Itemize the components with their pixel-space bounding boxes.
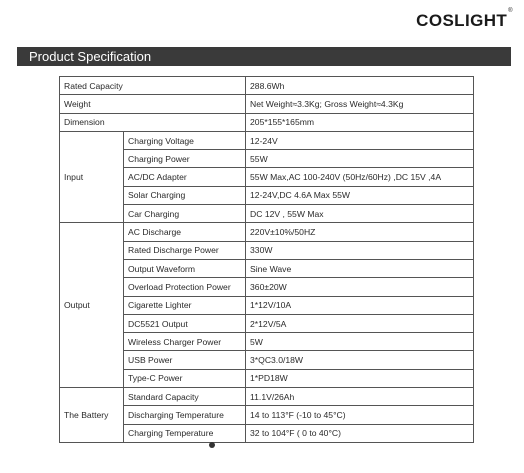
spec-label: Output Waveform bbox=[124, 259, 246, 277]
spec-value: 330W bbox=[246, 241, 474, 259]
spec-value: 2*12V/5A bbox=[246, 314, 474, 332]
spec-value: 11.1V/26Ah bbox=[246, 388, 474, 406]
spec-label: Charging Power bbox=[124, 150, 246, 168]
group-label-input: Input bbox=[60, 131, 124, 222]
spec-label: USB Power bbox=[124, 351, 246, 369]
spec-label: Cigarette Lighter bbox=[124, 296, 246, 314]
spec-label: Standard Capacity bbox=[124, 388, 246, 406]
spec-label: AC/DC Adapter bbox=[124, 168, 246, 186]
registered-mark: ® bbox=[508, 8, 513, 14]
spec-value: 12-24V bbox=[246, 131, 474, 149]
spec-label: Charging Temperature bbox=[124, 424, 246, 442]
spec-value: DC 12V , 55W Max bbox=[246, 205, 474, 223]
spec-label: Rated Capacity bbox=[60, 77, 246, 95]
spec-value: 205*155*165mm bbox=[246, 113, 474, 131]
spec-value: 32 to 104°F ( 0 to 40°C) bbox=[246, 424, 474, 442]
spec-value: 5W bbox=[246, 333, 474, 351]
spec-value: 12-24V,DC 4.6A Max 55W bbox=[246, 186, 474, 204]
spec-label: Overload Protection Power bbox=[124, 278, 246, 296]
spec-value: Net Weight≈3.3Kg; Gross Weight≈4.3Kg bbox=[246, 95, 474, 113]
spec-label: Discharging Temperature bbox=[124, 406, 246, 424]
spec-table bbox=[59, 76, 474, 443]
spec-value: 14 to 113°F (-10 to 45°C) bbox=[246, 406, 474, 424]
group-label-output: Output bbox=[60, 223, 124, 388]
spec-label: Car Charging bbox=[124, 205, 246, 223]
spec-value: 1*12V/10A bbox=[246, 296, 474, 314]
spec-label: Weight bbox=[60, 95, 246, 113]
marker-dot bbox=[209, 442, 215, 448]
spec-label: Rated Discharge Power bbox=[124, 241, 246, 259]
spec-value: 220V±10%/50HZ bbox=[246, 223, 474, 241]
table-row bbox=[60, 95, 474, 113]
brand-logo bbox=[416, 8, 513, 31]
spec-label: Dimension bbox=[60, 113, 246, 131]
spec-value: 55W bbox=[246, 150, 474, 168]
spec-label: Charging Voltage bbox=[124, 131, 246, 149]
section-header bbox=[17, 47, 511, 66]
table-row bbox=[60, 131, 474, 149]
spec-label: AC Discharge bbox=[124, 223, 246, 241]
table-row bbox=[60, 113, 474, 131]
table-row bbox=[60, 77, 474, 95]
brand-name: COSLIGHT bbox=[416, 11, 508, 30]
spec-value: 1*PD18W bbox=[246, 369, 474, 387]
table-row bbox=[60, 223, 474, 241]
section-title: Product Specification bbox=[29, 49, 152, 64]
spec-value: 288.6Wh bbox=[246, 77, 474, 95]
table-row bbox=[60, 388, 474, 406]
spec-label: DC5521 Output bbox=[124, 314, 246, 332]
spec-value: 360±20W bbox=[246, 278, 474, 296]
spec-value: 3*QC3.0/18W bbox=[246, 351, 474, 369]
spec-label: Wireless Charger Power bbox=[124, 333, 246, 351]
group-label-battery: The Battery bbox=[60, 388, 124, 443]
spec-label: Type-C Power bbox=[124, 369, 246, 387]
spec-value: 55W Max,AC 100-240V (50Hz/60Hz) ,DC 15V ,4A bbox=[246, 168, 474, 186]
spec-value: Sine Wave bbox=[246, 259, 474, 277]
spec-label: Solar Charging bbox=[124, 186, 246, 204]
